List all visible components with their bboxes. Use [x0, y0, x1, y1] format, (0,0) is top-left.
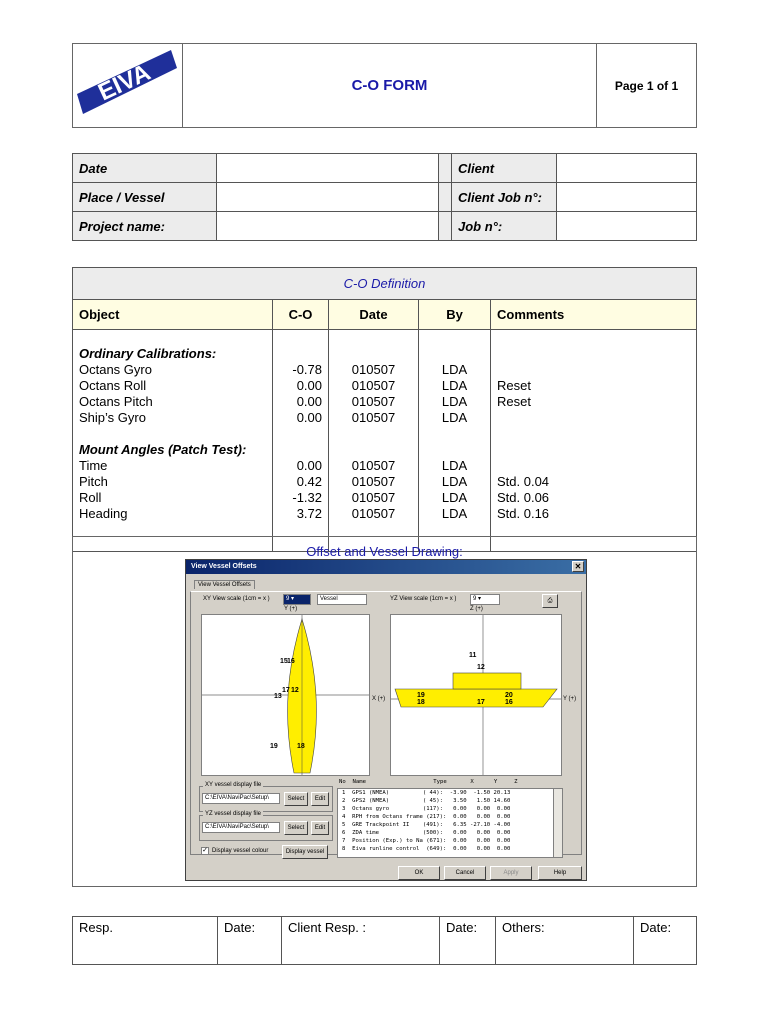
row-object: Pitch: [73, 474, 273, 490]
xy-label-15: 15: [280, 658, 288, 665]
xy-vessel-drawing: [202, 615, 369, 775]
date-value[interactable]: [217, 154, 439, 183]
xy-label-13: 13: [274, 693, 282, 700]
yz-edit-button[interactable]: Edit: [311, 821, 329, 835]
xy-view-pane[interactable]: [201, 614, 370, 776]
section-heading: Mount Angles (Patch Test):: [73, 442, 273, 458]
date2-cell: Date:: [440, 917, 496, 965]
row-by: LDA: [419, 458, 491, 474]
ok-button[interactable]: OK: [398, 866, 440, 880]
row-by: LDA: [419, 378, 491, 394]
row-comment: Std. 0.06: [491, 490, 697, 506]
list-item[interactable]: 3 Octans gyro (117): 0.00 0.00 0.00: [342, 806, 511, 812]
row-comment: Std. 0.04: [491, 474, 697, 490]
row-by: LDA: [419, 362, 491, 378]
col-by: By: [419, 300, 491, 330]
job-value[interactable]: [557, 212, 697, 241]
drawing-title: Offset and Vessel Drawing:: [306, 544, 463, 559]
xy-label-12: 12: [291, 687, 299, 694]
xy-label-16: 16: [287, 658, 295, 665]
xy-file-field[interactable]: C:\EIVA\NaviPac\Setup\: [202, 793, 280, 804]
co-row: [73, 490, 697, 506]
row-object: Octans Roll: [73, 378, 273, 394]
yz-file-label: YZ vessel display file: [205, 811, 262, 817]
row-comment: Std. 0.16: [491, 506, 697, 522]
list-item[interactable]: 8 Eiva runline control (649): 0.00 0.00 0.00: [342, 846, 511, 852]
yz-label-12: 12: [477, 664, 485, 671]
client-job-label: Client Job n°:: [452, 183, 557, 212]
row-co: 0.00: [273, 378, 329, 394]
row-object: Time: [73, 458, 273, 474]
section-heading-row: [73, 442, 697, 458]
dialog-titlebar: [186, 560, 586, 574]
list-header: No Name Type X Y Z: [339, 779, 518, 785]
close-icon[interactable]: ✕: [572, 561, 584, 572]
yz-select-button[interactable]: Select: [284, 821, 308, 835]
xy-label-18: 18: [297, 743, 305, 750]
row-object: Heading: [73, 506, 273, 522]
cancel-button[interactable]: Cancel: [444, 866, 486, 880]
row-comment: [491, 362, 697, 378]
list-scrollbar[interactable]: [553, 789, 562, 857]
xy-label-19: 19: [270, 743, 278, 750]
co-row: [73, 506, 697, 522]
row-object: Ship’s Gyro: [73, 410, 273, 426]
yz-file-field[interactable]: C:\EIVA\NaviPac\Setup\: [202, 822, 280, 833]
project-value[interactable]: [217, 212, 439, 241]
display-colour-label: Display vessel colour: [212, 848, 269, 854]
resp-cell: Resp.: [73, 917, 218, 965]
date3-cell: Date:: [634, 917, 697, 965]
co-definition-table: [72, 267, 697, 552]
place-label: Place / Vessel: [73, 183, 217, 212]
page-indicator: Page 1 of 1: [597, 44, 697, 128]
col-comments: Comments: [491, 300, 697, 330]
row-co: 0.00: [273, 410, 329, 426]
row-date: 010507: [329, 394, 419, 410]
row-date: 010507: [329, 378, 419, 394]
xy-label-17: 17: [282, 687, 290, 694]
yz-label-11: 11: [469, 652, 477, 659]
yz-view-pane[interactable]: [390, 614, 562, 776]
xy-scale-select[interactable]: 9 ▾: [283, 594, 311, 605]
x-axis-label: X (+): [372, 696, 386, 702]
eiva-logo: [73, 44, 183, 128]
row-co: 3.72: [273, 506, 329, 522]
row-co: 0.42: [273, 474, 329, 490]
client-label: Client: [452, 154, 557, 183]
others-cell: Others:: [496, 917, 634, 965]
row-comment: Reset: [491, 394, 697, 410]
col-co: C-O: [273, 300, 329, 330]
yz-label-20: 20: [505, 692, 513, 699]
list-item[interactable]: 5 GRE Trackpoint II (491): 6.35 -27.10 -4.00: [342, 822, 511, 828]
yz-label-16: 16: [505, 699, 513, 706]
row-date: 010507: [329, 410, 419, 426]
yz-scale-label: YZ View scale (1cm = x ): [390, 596, 457, 602]
eiva-logo-icon: [73, 44, 181, 122]
logo-text: EIVA: [94, 58, 155, 107]
client-job-value[interactable]: [557, 183, 697, 212]
col-object: Object: [73, 300, 273, 330]
co-row: [73, 410, 697, 426]
dialog-title: View Vessel Offsets: [191, 563, 257, 570]
row-date: 010507: [329, 506, 419, 522]
list-item[interactable]: 1 GPS1 (NMEA) ( 44): -3.90 -1.50 20.13: [342, 790, 511, 796]
list-item[interactable]: 4 RPH from Octans frame (217): 0.00 0.00 0.00: [342, 814, 511, 820]
z-axis-label: Z (+): [470, 606, 483, 612]
form-header: [72, 43, 697, 128]
section-heading-row: [73, 346, 697, 362]
row-by: LDA: [419, 410, 491, 426]
y-axis-label: Y (+): [284, 606, 298, 612]
row-by: LDA: [419, 506, 491, 522]
help-button[interactable]: Help: [538, 866, 582, 880]
row-date: 010507: [329, 474, 419, 490]
row-object: Octans Gyro: [73, 362, 273, 378]
row-date: 010507: [329, 362, 419, 378]
row-by: LDA: [419, 394, 491, 410]
co-row: [73, 378, 697, 394]
column-header-row: [73, 300, 697, 330]
signature-footer: [72, 916, 697, 965]
display-vessel-button[interactable]: Display vessel: [282, 845, 328, 859]
co-definition-title: C-O Definition: [73, 268, 697, 300]
job-label: Job n°:: [452, 212, 557, 241]
row-object: Roll: [73, 490, 273, 506]
row-by: LDA: [419, 474, 491, 490]
row-co: -0.78: [273, 362, 329, 378]
co-row: [73, 394, 697, 410]
client-resp-cell: Client Resp. :: [282, 917, 440, 965]
tab-view-vessel-offsets[interactable]: View Vessel Offsets: [194, 580, 255, 589]
date-label: Date: [73, 154, 217, 183]
yz-label-19: 19: [417, 692, 425, 699]
project-label: Project name:: [73, 212, 217, 241]
place-value[interactable]: [217, 183, 439, 212]
yz-label-17: 17: [477, 699, 485, 706]
row-comment: [491, 458, 697, 474]
vessel-field[interactable]: Vessel: [317, 594, 367, 605]
yz-vessel-drawing: [391, 615, 561, 775]
xy-select-button[interactable]: Select: [284, 792, 308, 806]
yz-scale-select[interactable]: 9 ▾: [470, 594, 500, 605]
print-icon[interactable]: ⎙: [542, 594, 558, 608]
row-comment: [491, 410, 697, 426]
display-colour-checkbox[interactable]: ✓: [202, 847, 208, 854]
xy-edit-button[interactable]: Edit: [311, 792, 329, 806]
yz-label-18: 18: [417, 699, 425, 706]
list-item[interactable]: 6 ZDA time (500): 0.00 0.00 0.00: [342, 830, 511, 836]
client-value[interactable]: [557, 154, 697, 183]
apply-button[interactable]: Apply: [490, 866, 532, 880]
col-date: Date: [329, 300, 419, 330]
xy-file-label: XY vessel display file: [205, 782, 262, 788]
list-item[interactable]: 2 GPS2 (NMEA) ( 45): 3.50 1.50 14.60: [342, 798, 511, 804]
co-row: [73, 458, 697, 474]
row-by: LDA: [419, 490, 491, 506]
co-row: [73, 362, 697, 378]
row-comment: Reset: [491, 378, 697, 394]
sensor-list[interactable]: [337, 788, 563, 858]
row-date: 010507: [329, 490, 419, 506]
form-title: C-O FORM: [183, 44, 597, 128]
y-axis-right-label: Y (+): [563, 696, 577, 702]
xy-scale-label: XY View scale (1cm = x ): [203, 596, 270, 602]
list-item[interactable]: 7 Position (Exp.) to Na (671): 0.00 0.00 0.00: [342, 838, 511, 844]
row-date: 010507: [329, 458, 419, 474]
section-heading: Ordinary Calibrations:: [73, 346, 273, 362]
row-object: Octans Pitch: [73, 394, 273, 410]
row-co: 0.00: [273, 458, 329, 474]
info-table: [72, 153, 697, 241]
co-row: [73, 474, 697, 490]
date1-cell: Date:: [218, 917, 282, 965]
row-co: -1.32: [273, 490, 329, 506]
row-co: 0.00: [273, 394, 329, 410]
